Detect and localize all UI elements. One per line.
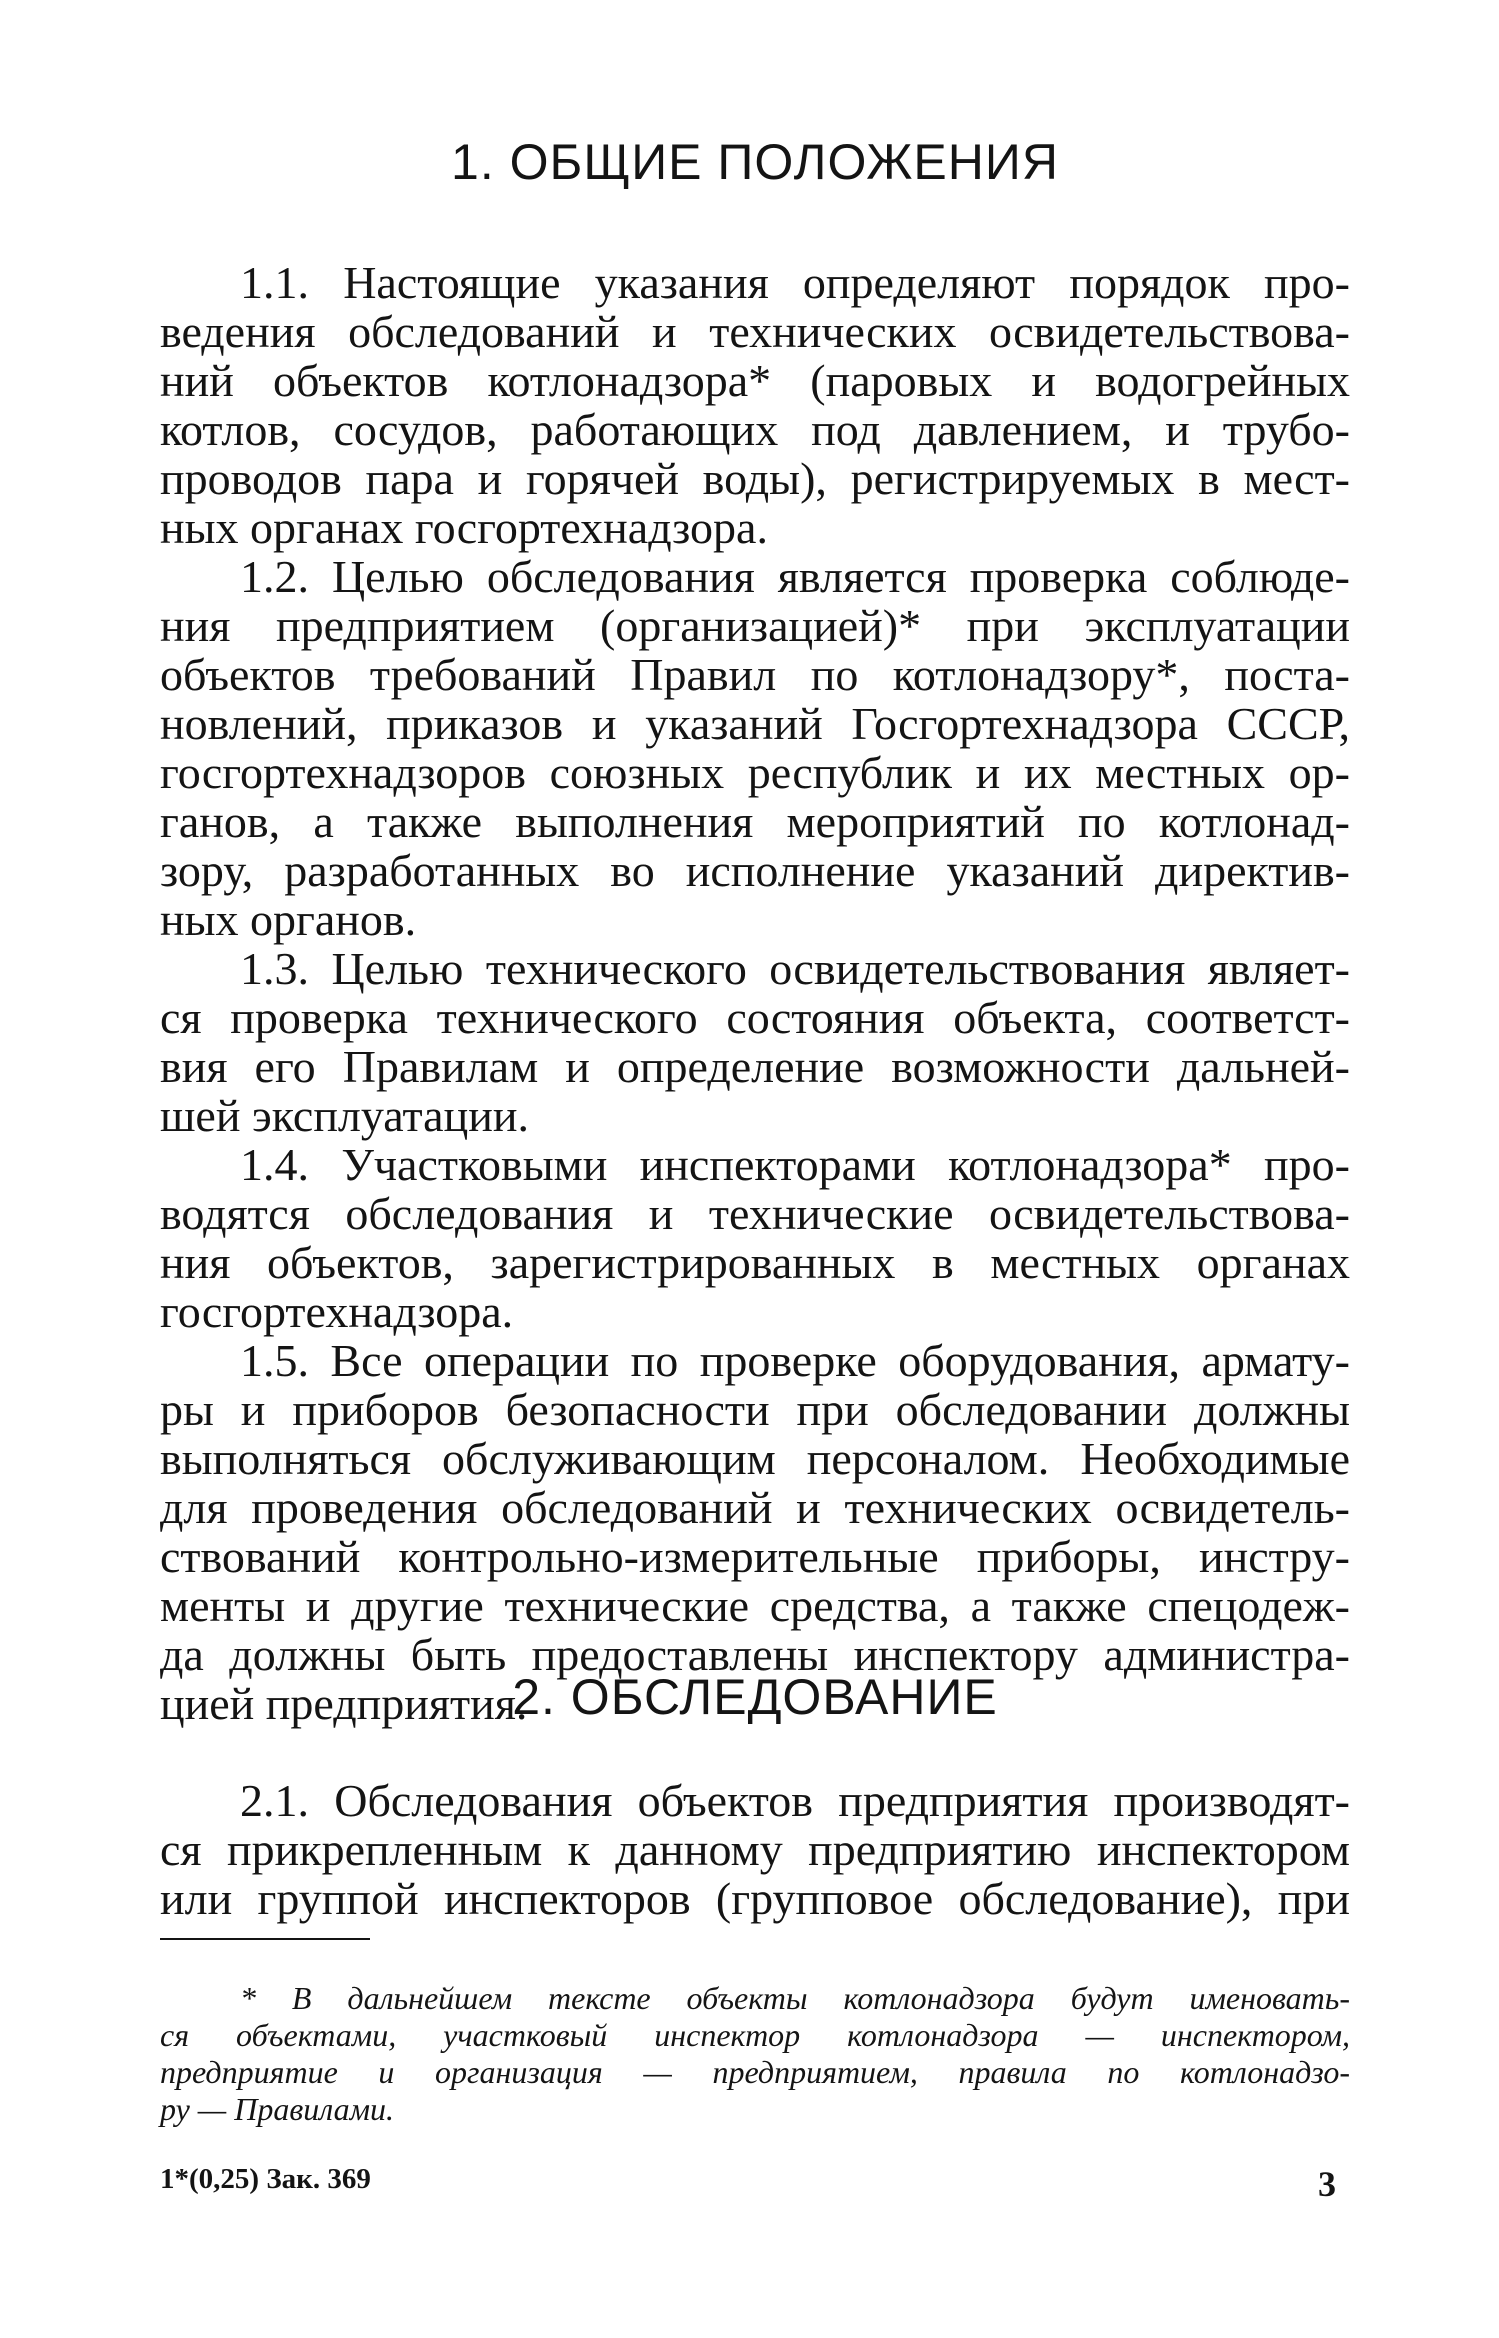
text-line: новлений, приказов и указаний Госгортехнадзора СССР, <box>160 698 1350 749</box>
text-line: ния предприятием (организацией)* при эксплуатации <box>160 600 1350 651</box>
footnote-line: ру — Правилами. <box>160 2091 394 2127</box>
text-line: вия его Правилам и определение возможности дальней- <box>160 1041 1350 1092</box>
text-line: ганов, а также выполнения мероприятий по котлонад- <box>160 796 1350 847</box>
text-line: ния объектов, зарегистрированных в местных органах <box>160 1237 1350 1288</box>
paragraph-1-1 <box>160 258 1350 552</box>
text-line: ных органов. <box>160 894 417 945</box>
footnote-line: предприятие и организация — предприятием, правила по котлонадзо- <box>160 2054 1350 2090</box>
text-line: выполняться обслуживающим персоналом. Необходимые <box>160 1433 1350 1484</box>
text-line: госгортехнадзора. <box>160 1286 514 1337</box>
text-line: ствований контрольно-измерительные приборы, инстру- <box>160 1531 1350 1582</box>
text-line: ний объектов котлонадзора* (паровых и водогрейных <box>160 355 1350 406</box>
text-line: ведения обследований и технических освидетельствова- <box>160 306 1350 357</box>
text-line: шей эксплуатации. <box>160 1090 529 1141</box>
text-line: цией предприятия. <box>160 1678 528 1729</box>
paragraph-1-4 <box>160 1140 1350 1336</box>
text-line: ся прикрепленным к данному предприятию инспектором <box>160 1824 1350 1875</box>
text-line: да должны быть предоставлены инспектору администра- <box>160 1629 1350 1680</box>
footnote-line: ся объектами, участковый инспектор котлонадзора — инспектором, <box>160 2017 1350 2053</box>
page-number: 3 <box>1318 2164 1336 2204</box>
paragraph-1-3 <box>160 944 1350 1140</box>
text-line: проводов пара и горячей воды), регистрируемых в мест- <box>160 453 1350 504</box>
text-line: котлов, сосудов, работающих под давлением, и трубо- <box>160 404 1350 455</box>
print-imprint: 1*(0,25) Зак. 369 <box>160 2163 371 2195</box>
footnote-line: * В дальнейшем тексте объекты котлонадзора будут именовать- <box>240 1980 1350 2016</box>
text-line: 1.2. Целью обследования является проверка соблюде- <box>240 551 1350 602</box>
text-line: водятся обследования и технические освидетельствова- <box>160 1188 1350 1239</box>
text-line: для проведения обследований и технических освидетель- <box>160 1482 1350 1533</box>
section-1-heading: 1. ОБЩИЕ ПОЛОЖЕНИЯ <box>451 134 1059 190</box>
footnote <box>160 1980 1350 2128</box>
text-line: 1.3. Целью технического освидетельствования являет- <box>240 943 1350 994</box>
text-line: или группой инспекторов (групповое обследование), при <box>160 1873 1350 1924</box>
section-2-heading: 2. ОБСЛЕДОВАНИЕ <box>512 1669 998 1725</box>
footnote-divider <box>160 1938 370 1940</box>
text-line: менты и другие технические средства, а также спецодеж- <box>160 1580 1350 1631</box>
text-line: 2.1. Обследования объектов предприятия производят- <box>240 1775 1350 1826</box>
text-line: ры и приборов безопасности при обследовании должны <box>160 1384 1350 1435</box>
paragraph-2-1-lines <box>160 1776 1350 1923</box>
text-line: зору, разработанных во исполнение указаний директив- <box>160 845 1350 896</box>
text-line: 1.5. Все операции по проверке оборудования, армату- <box>240 1335 1350 1386</box>
text-line: ся проверка технического состояния объекта, соответст- <box>160 992 1350 1043</box>
text-line: 1.1. Настоящие указания определяют порядок про- <box>240 257 1350 308</box>
text-line: объектов требований Правил по котлонадзору*, поста- <box>160 649 1350 700</box>
text-line: госгортехнадзоров союзных республик и их местных ор- <box>160 747 1350 798</box>
text-line: 1.4. Участковыми инспекторами котлонадзора* про- <box>240 1139 1350 1190</box>
paragraph-1-2 <box>160 552 1350 944</box>
text-line: ных органах госгортехнадзора. <box>160 502 768 553</box>
